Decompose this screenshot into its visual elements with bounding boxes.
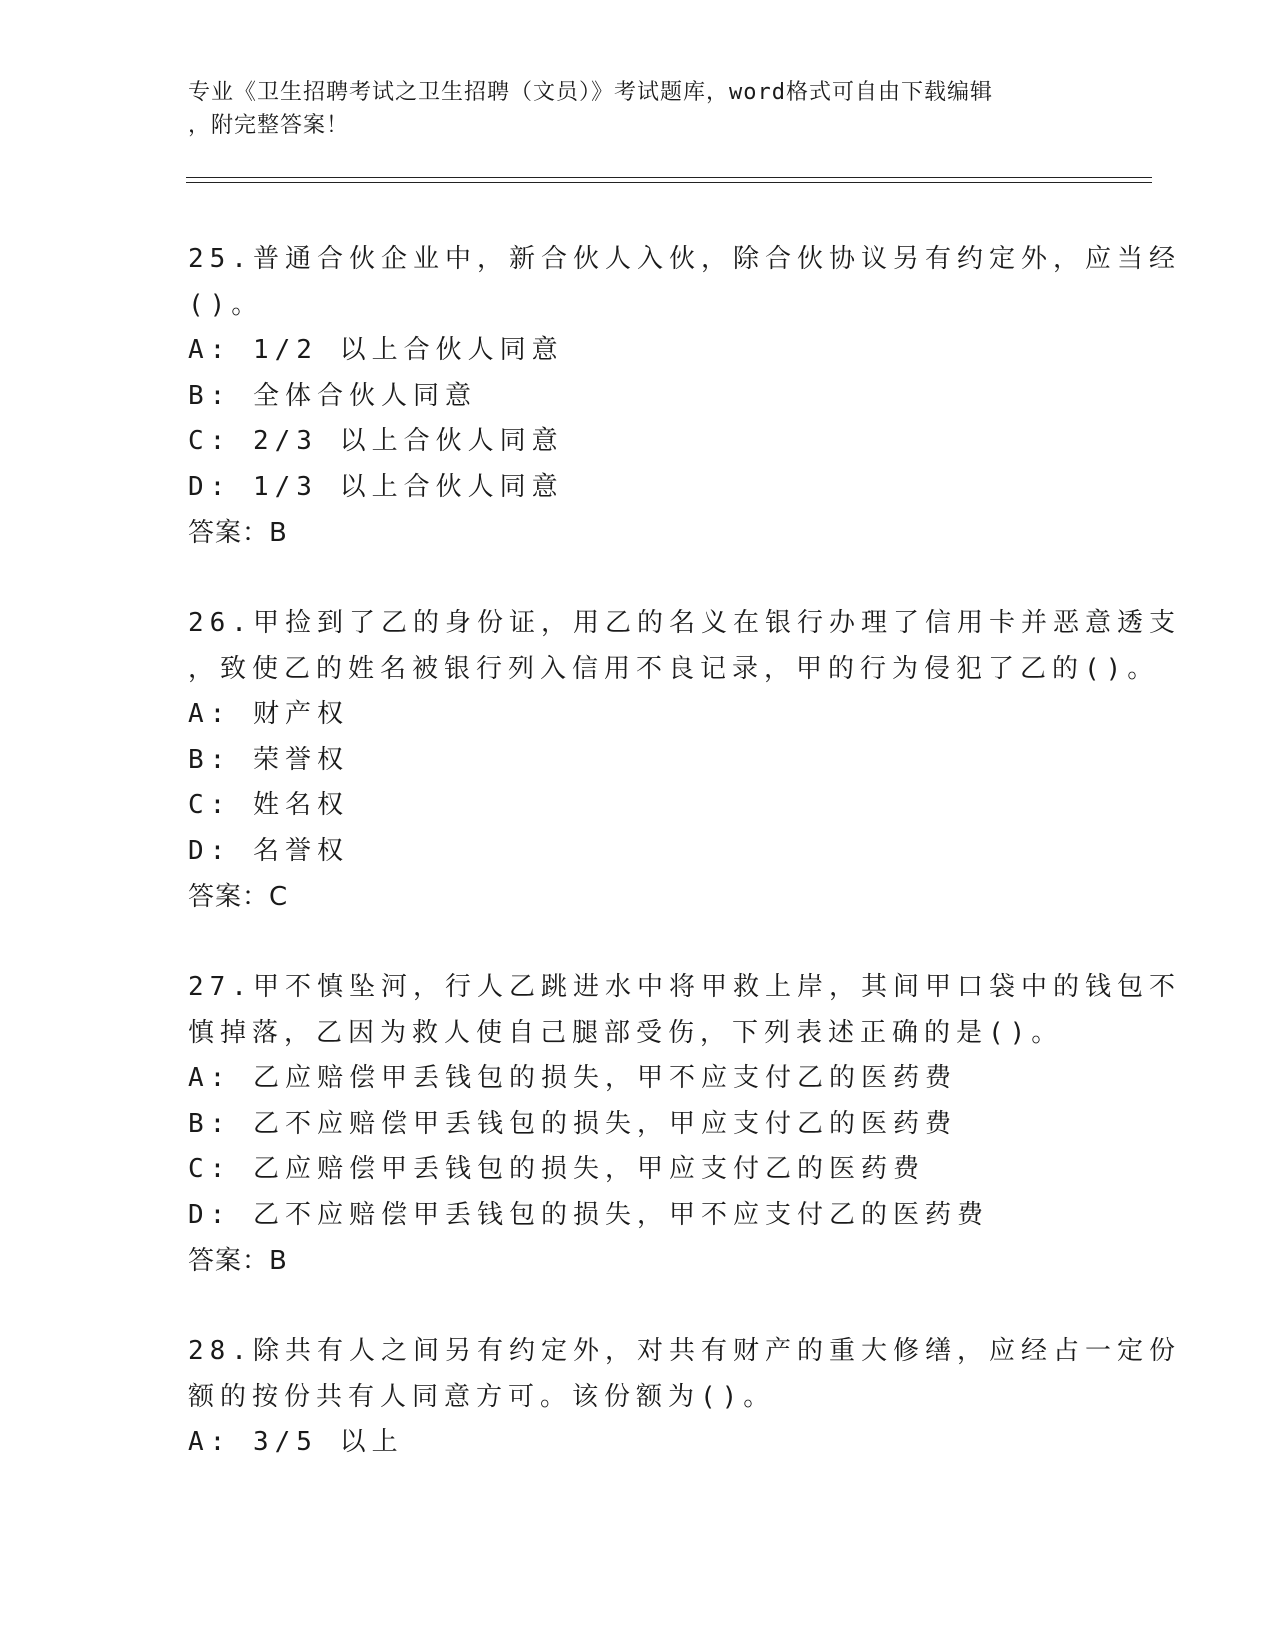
header-rule-bottom xyxy=(186,182,1152,183)
option-c: C: 2/3 以上合伙人同意 xyxy=(188,426,564,456)
option-a: A: 财产权 xyxy=(188,699,349,729)
question-28 xyxy=(188,1328,1181,1466)
question-text-line: 慎掉落，乙因为救人使自己腿部受伤，下列表述正确的是()。 xyxy=(188,1018,1064,1048)
question-text-line: 27.甲不慎坠河，行人乙跳进水中将甲救上岸，其间甲口袋中的钱包不 xyxy=(188,972,1181,1002)
answer-line: 答案：C xyxy=(188,882,289,912)
option-d: D: 乙不应赔偿甲丢钱包的损失，甲不应支付乙的医药费 xyxy=(188,1199,989,1230)
header-rule-top xyxy=(186,177,1152,178)
option-b: B: 乙不应赔偿甲丢钱包的损失，甲应支付乙的医药费 xyxy=(188,1108,957,1139)
question-27 xyxy=(188,964,1181,1284)
document-header xyxy=(188,76,1068,142)
question-25 xyxy=(188,236,1181,556)
option-b: B: 全体合伙人同意 xyxy=(188,380,477,411)
question-text-line: 额的按份共有人同意方可。该份额为()。 xyxy=(188,1382,776,1412)
option-a: A: 1/2 以上合伙人同意 xyxy=(188,335,564,365)
option-a: A: 3/5 以上 xyxy=(188,1427,404,1457)
option-c: C: 姓名权 xyxy=(188,790,349,820)
header-line-1: 专业《卫生招聘考试之卫生招聘（文员）》考试题库，word格式可自由下载编辑 xyxy=(188,80,993,105)
question-list xyxy=(188,236,1181,1510)
option-a: A: 乙应赔偿甲丢钱包的损失，甲不应支付乙的医药费 xyxy=(188,1063,957,1093)
question-text-line: 26.甲捡到了乙的身份证，用乙的名义在银行办理了信用卡并恶意透支 xyxy=(188,608,1181,638)
question-text-line: ，致使乙的姓名被银行列入信用不良记录，甲的行为侵犯了乙的()。 xyxy=(188,654,1160,684)
answer-line: 答案：B xyxy=(188,518,288,548)
question-26 xyxy=(188,600,1181,920)
question-text-line: ()。 xyxy=(188,290,264,320)
header-line-2: ，附完整答案！ xyxy=(188,113,350,138)
question-text-line: 28.除共有人之间另有约定外，对共有财产的重大修缮，应经占一定份 xyxy=(188,1336,1181,1366)
option-c: C: 乙应赔偿甲丢钱包的损失，甲应支付乙的医药费 xyxy=(188,1154,925,1184)
question-text-line: 25.普通合伙企业中，新合伙人入伙，除合伙协议另有约定外，应当经 xyxy=(188,244,1181,274)
option-b: B: 荣誉权 xyxy=(188,744,349,775)
answer-line: 答案：B xyxy=(188,1246,288,1276)
option-d: D: 1/3 以上合伙人同意 xyxy=(188,471,564,502)
option-d: D: 名誉权 xyxy=(188,835,349,866)
